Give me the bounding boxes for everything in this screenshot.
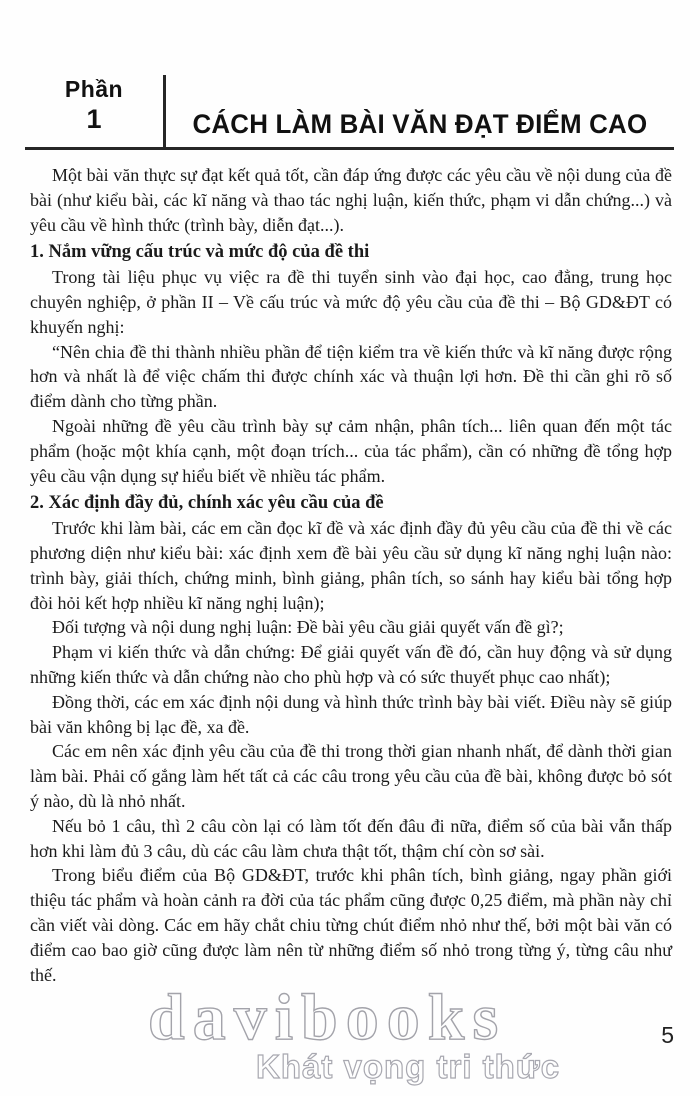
part-label: Phần: [64, 76, 124, 102]
part-number: 1: [86, 104, 102, 135]
page-body: [30, 163, 672, 987]
watermark-slogan: Khát vọng tri thức: [256, 1048, 561, 1085]
chapter-header: [25, 75, 674, 150]
paragraph: Trước khi làm bài, các em cần đọc kĩ đề và xác định đầy đủ yêu cầu của đề thi về các phương diện như kiểu bài: xác định xem đề bài yêu cầu sử dụng kĩ năng nghị luận nào: trình bày, giải thích, chứng minh, bình giảng, phân tích, so sánh hay kiểu bài tổng hợp đòi hỏi kết hợp nhiều kĩ năng nghị luận);: [30, 518, 672, 613]
paragraph: Trong tài liệu phục vụ việc ra đề thi tuyển sinh vào đại học, cao đẳng, trung học chuyên nghiệp, ở phần II – Về cấu trúc và mức độ yêu cầu của đề thi – Bộ GD&ĐT có khuyến nghị:: [30, 267, 672, 337]
paragraph: Ngoài những đề yêu cầu trình bày sự cảm nhận, phân tích... liên quan đến một tác phẩm (hoặc một khía cạnh, một đoạn trích... của tác phẩm), cần có những đề tổng hợp yêu cầu vận dụng sự hiểu biết về nhiều tác phẩm.: [30, 415, 672, 486]
paragraph: Các em nên xác định yêu cầu của đề thi trong thời gian nhanh nhất, để dành thời gian làm bài. Phải cố gắng làm hết tất cả các câu trong yêu cầu của đề bài, không được bỏ sót ý nào, dù là nhỏ nhất.: [30, 741, 672, 811]
paragraph: Trong biểu điểm của Bộ GD&ĐT, trước khi phân tích, bình giảng, ngay phần giới thiệu tác phẩm và hoàn cảnh ra đời của tác phẩm cũng được 0,25 điểm, mà phần này chỉ cần viết vài dòng. Các em hãy chắt chiu từng chút điểm nhỏ như thế, bởi một bài văn có điểm cao bao giờ cũng được làm nên từ những điểm số nhỏ trong từng ý, từng câu như thế.: [30, 865, 672, 985]
section-heading: 2. Xác định đầy đủ, chính xác yêu cầu của đề: [30, 493, 384, 514]
page-number: 5: [661, 1022, 674, 1048]
section-heading: 1. Nắm vững cấu trúc và mức độ của đề thi: [30, 242, 370, 263]
chapter-title-cell: [166, 75, 674, 147]
paragraph: Đối tượng và nội dung nghị luận: Đề bài yêu cầu giải quyết vấn đề gì?;: [52, 617, 564, 638]
paragraph: Đồng thời, các em xác định nội dung và hình thức trình bày bài viết. Điều này sẽ giúp bài văn không bị lạc đề, xa đề.: [30, 691, 672, 737]
paragraph: “Nên chia đề thi thành nhiều phần để tiện kiểm tra về kiến thức và kĩ năng được rộng hơn và nhất là để việc chấm thi được chính xác và thuận lợi hơn. Đề thi cần ghi rõ số điểm dành cho từng phần.: [30, 341, 672, 412]
part-badge: [25, 75, 166, 147]
watermark-brand: davibooks: [148, 981, 507, 1054]
paragraph: Một bài văn thực sự đạt kết quả tốt, cần đáp ứng được các yêu cầu về nội dung của đề bài (như kiểu bài, các kĩ năng và thao tác nghị luận, kiến thức, phạm vi dẫn chứng...) và yêu cầu về hình thức (trình bày, diễn đạt...).: [30, 165, 672, 235]
chapter-title: CÁCH LÀM BÀI VĂN ĐẠT ĐIỂM CAO: [192, 109, 648, 139]
paragraph: Nếu bỏ 1 câu, thì 2 câu còn lại có làm tốt đến đâu đi nữa, điểm số của bài vẫn thấp hơn khi làm đủ 3 câu, dù các câu làm chưa thật tốt, thậm chí còn sơ sài.: [30, 815, 672, 861]
paragraph: Phạm vi kiến thức và dẫn chứng: Để giải quyết vấn đề đó, cần huy động và sử dụng những kiến thức và dẫn chứng nào cho phù hợp và có sức thuyết phục cao nhất);: [30, 642, 672, 687]
